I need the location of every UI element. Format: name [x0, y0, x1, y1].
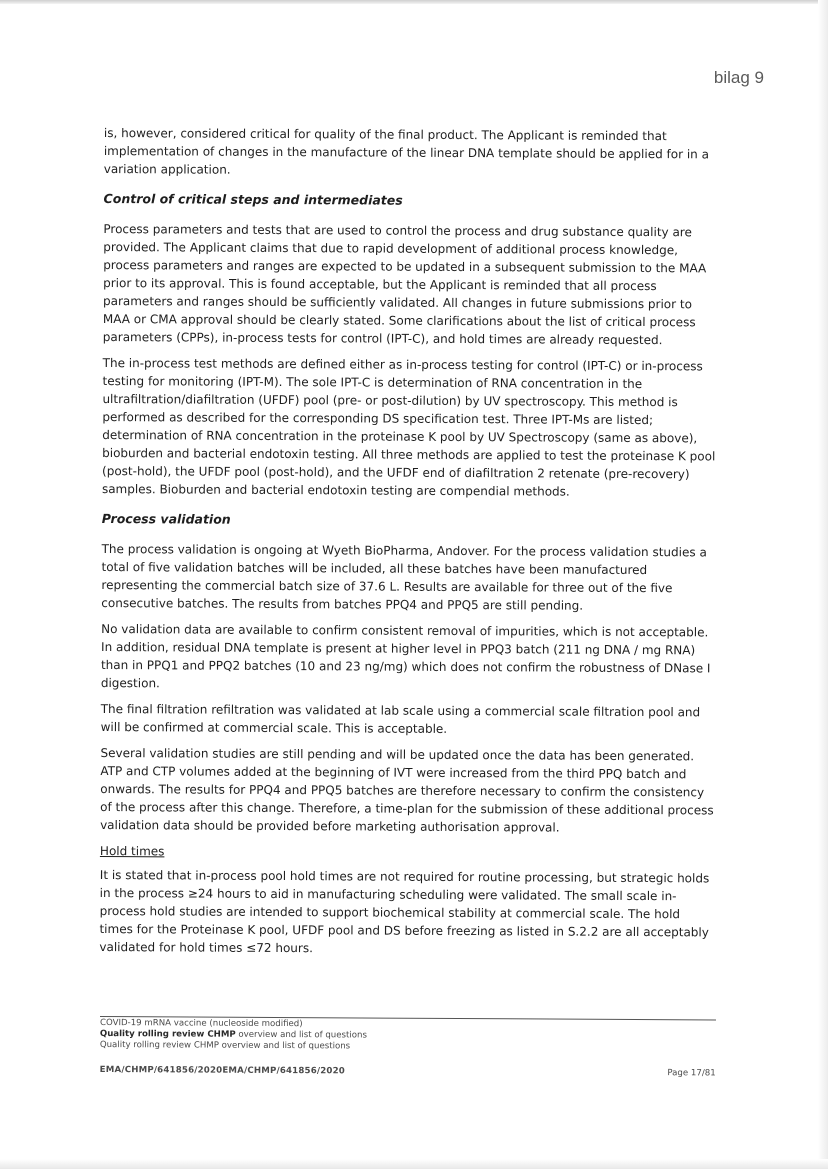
scan-edge-right — [818, 0, 828, 1169]
intro-paragraph: is, however, considered critical for quality of the final product. The Applicant is reminded that implementation of changes in the manufacture of the linear DNA template should be applied for in a variation application. — [103, 125, 710, 177]
document-body — [99, 124, 718, 967]
validation-paragraph-1: The process validation is ongoing at Wyeth BioPharma, Andover. For the process validation studies a total of five validation batches will be included, all these batches have been manufactured representing the commercial batch size of 37.6 L. Results are available for three out of the five consecutive batches. The results from batches PPQ4 and PPQ5 are still pending. — [101, 541, 707, 613]
hold-times-heading: Hold times — [99, 843, 165, 859]
footer-title-bold: Quality rolling review CHMP — [99, 1028, 236, 1040]
control-paragraph-2: The in-process test methods are defined either as in-process testing for control (IPT-C) or in-process testing for monitoring (IPT-M). The sole IPT-C is determination of RNA concentration in the ultrafiltration/diafiltration (UFDF) pool (pre- or post-dilution) by UV spectroscopy. This method is performed as described for the corresponding DS specification test. Three IPT-Ms are listed; determination of RNA concentration in the proteinase K pool by UV Spectroscopy (same as above), bioburden and bacterial endotoxin testing. All three methods are applied to test the proteinase K pool (post-hold), the UFDF pool (post-hold), and the UFDF end of diafiltration 2 retenate (pre-recovery) samples. Bioburden and bacterial endotoxin testing are compendial methods. — [101, 355, 716, 499]
page-footer — [100, 1016, 716, 1080]
footer-product: COVID-19 mRNA vaccine (nucleoside modified) — [99, 1017, 303, 1030]
footer-bottom-row — [100, 1065, 716, 1080]
control-paragraph-1: Process parameters and tests that are used to control the process and drug substance quality are provided. The Applicant claims that due to rapid development of additional process knowledge, process parameters and ranges are expected to be updated in a subsequent submission to the MAA prior to its approval. This is found acceptable, but the Applicant is reminded that all process parameters and ranges should be sufficiently validated. All changes in future submissions prior to MAA or CMA approval should be clearly stated. Some clarifications about the list of critical process parameters (CPPs), in-process tests for control (IPT-C), and hold times are already requested. — [102, 221, 707, 348]
hold-times-paragraph: It is stated that in-process pool hold times are not required for routine processing, but strategic holds in the process ≥24 hours to aid in manufacturing scheduling were validated. The small scale in-process hold studies are intended to support biochemical stability at commercial scale. The hold times for the Proteinase K pool, UFDF pool and DS before freezing as listed in S.2.2 are all acceptably validated for hold times ≤72 hours. — [99, 867, 710, 956]
footer-title-rest: overview and list of questions — [235, 1029, 368, 1041]
validation-paragraph-3: The final filtration refiltration was validated at lab scale using a commercial scale filtration pool and will be confirmed at commercial scale. This is acceptable. — [100, 701, 701, 736]
bilag-label: bilag 9 — [713, 68, 764, 87]
scan-edge-top — [0, 0, 828, 4]
document-reference: EMA/CHMP/641856/2020EMA/CHMP/641856/2020 — [99, 1064, 346, 1077]
validation-paragraph-2: No validation data are available to confirm consistent removal of impurities, which is not acceptable. In addition, residual DNA template is present at higher level in PPQ3 batch (211 ng DNA / mg RNA) than in PPQ1 and PPQ2 batches (10 and 23 ng/mg) which does not confirm the robustness of DNase I digestion. — [100, 621, 711, 691]
validation-heading: Process validation — [101, 510, 231, 527]
page-number: Page 17/81 — [667, 1068, 716, 1079]
validation-paragraph-4: Several validation studies are still pending and will be updated once the data has been generated. ATP and CTP volumes added at the beginning of IVT were increased from the third PPQ batch and onwards. The results for PPQ4 and PPQ5 batches are therefore necessary to confirm the consistency of the process after this change. Therefore, a time-plan for the submission of these additional process validation data should be provided before marketing authorisation approval. — [100, 745, 714, 835]
scan-edge-bottom — [0, 1159, 828, 1169]
footer-subtitle: Quality rolling review CHMP overview and list of questions — [99, 1039, 351, 1052]
control-heading: Control of critical steps and intermediates — [103, 190, 403, 208]
